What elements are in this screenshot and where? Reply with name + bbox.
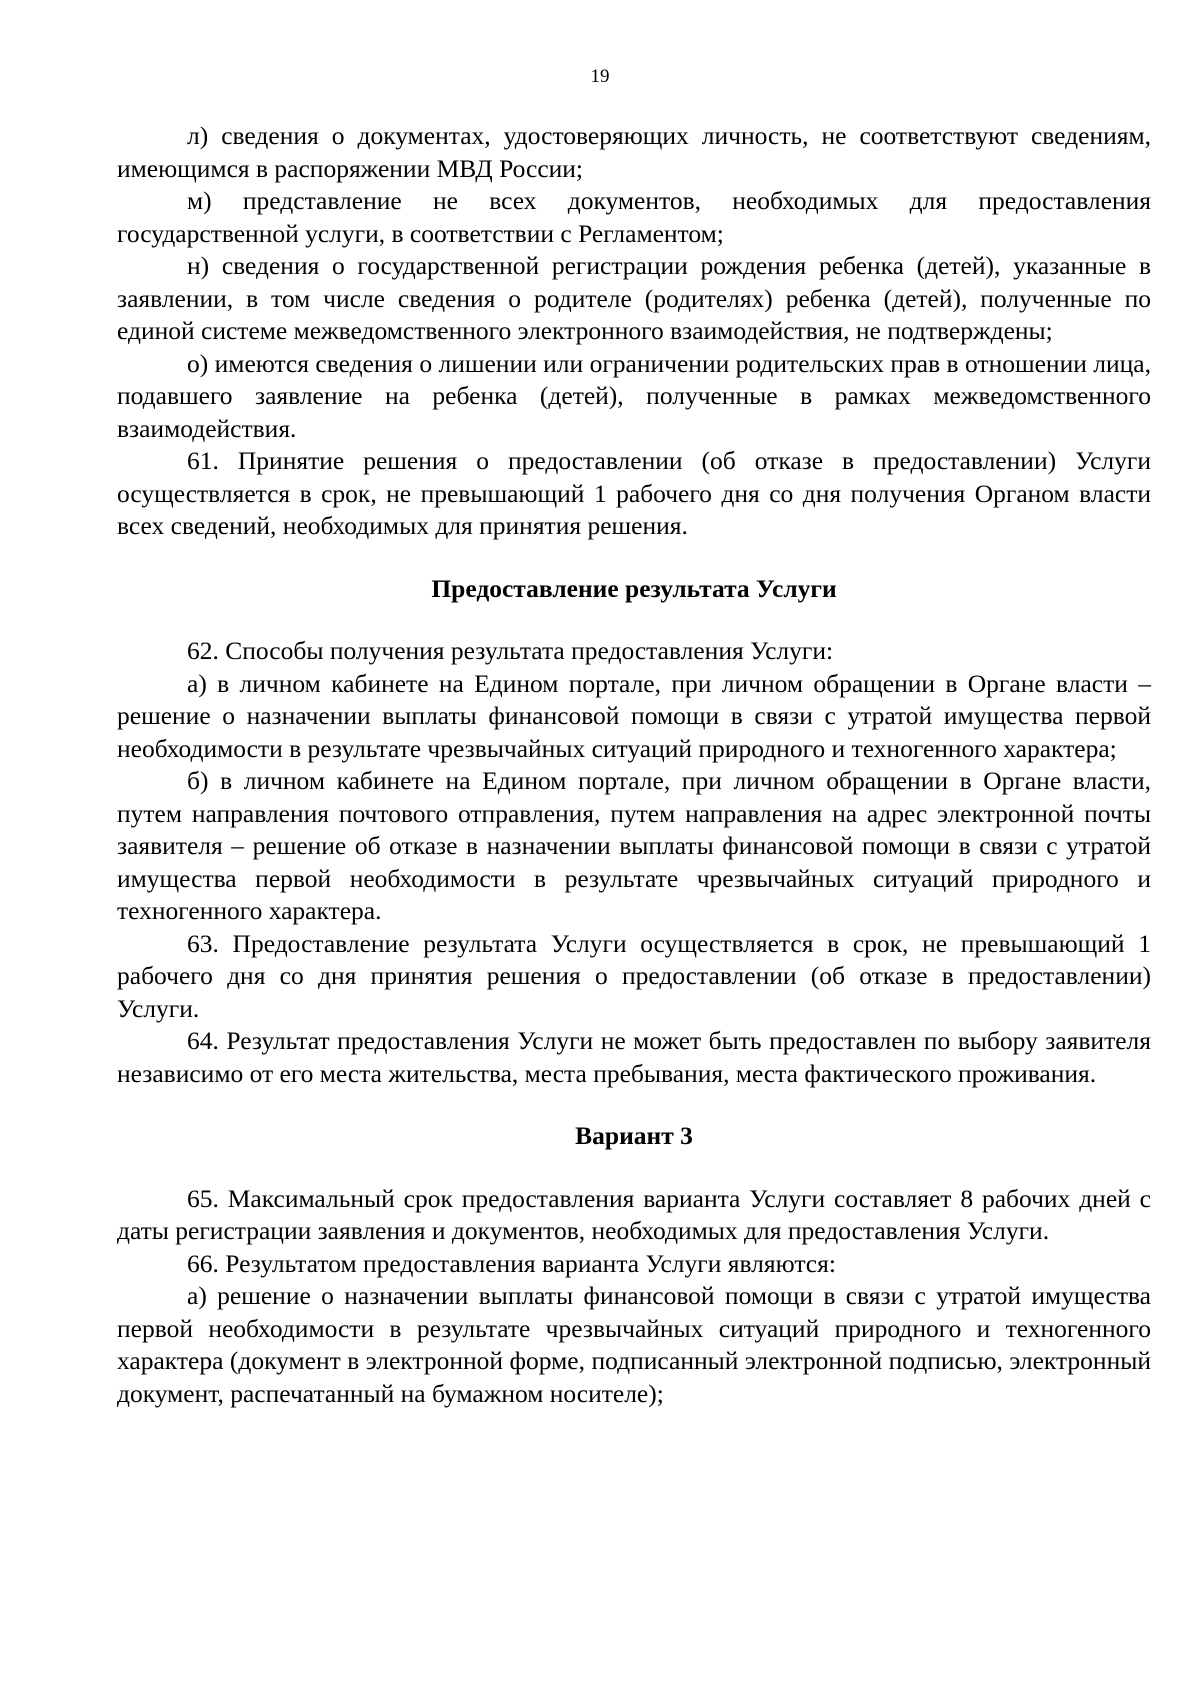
paragraph-66-a: а) решение о назначении выплаты финансовой помощи в связи с утратой имущества первой необходимости в результате чрезвычайных ситуаций природного и техногенного характера (документ в электронной форме, подписанный электронной подписью, электронный документ, распечатанный на бумажном носителе); (117, 1281, 1151, 1408)
section-heading-variant-3: Вариант 3 (575, 1121, 693, 1150)
paragraph-62: 62. Способы получения результата предоставления Услуги: (187, 636, 834, 665)
paragraph-63: 63. Предоставление результата Услуги осуществляется в срок, не превышающий 1 рабочего дня со дня принятия решения о предоставлении (об отказе в предоставлении) Услуги. (117, 928, 1151, 1023)
paragraph-l: л) сведения о документах, удостоверяющих личность, не соответствуют сведениям, имеющимся в распоряжении МВД России; (117, 121, 1151, 183)
paragraph-65: 65. Максимальный срок предоставления варианта Услуги составляет 8 рабочих дней с даты регистрации заявления и документов, необходимых для предоставления Услуги. (117, 1183, 1151, 1245)
paragraph-o: о) имеются сведения о лишении или ограничении родительских прав в отношении лица, подавшего заявление на ребенка (детей), полученные в рамках межведомственного взаимодействия. (117, 348, 1151, 443)
paragraph-62-b: б) в личном кабинете на Едином портале, при личном обращении в Органе власти, путем направления почтового отправления, путем направления на адрес электронной почты заявителя – решение об отказе в назначении выплаты финансовой помощи в связи с утратой имущества первой необходимости в результате чрезвычайных ситуаций природного и техногенного характера. (117, 766, 1151, 925)
paragraph-64: 64. Результат предоставления Услуги не может быть предоставлен по выбору заявителя независимо от его места жительства, места пребывания, места фактического проживания. (117, 1026, 1151, 1088)
paragraph-66: 66. Результатом предоставления варианта Услуги являются: (187, 1248, 836, 1278)
paragraph-n: н) сведения о государственной регистрации рождения ребенка (детей), указанные в заявлении, в том числе сведения о родителе (родителях) ребенка (детей), полученные по единой системе межведомственного электронного взаимодействия, не подтверждены; (117, 251, 1151, 345)
page-number: 19 (590, 66, 610, 87)
paragraph-62-a: а) в личном кабинете на Едином портале, при личном обращении в Органе власти – решение о назначении выплаты финансовой помощи в связи с утратой имущества первой необходимости в результате чрезвычайных ситуаций природного и техногенного характера; (117, 668, 1151, 763)
paragraph-61: 61. Принятие решения о предоставлении (об отказе в предоставлении) Услуги осуществляется в срок, не превышающий 1 рабочего дня со дня получения Органом власти всех сведений, необходимых для принятия решения. (117, 446, 1151, 540)
section-heading-result: Предоставление результата Услуги (431, 573, 837, 603)
paragraph-m: м) представление не всех документов, необходимых для предоставления государственной услуги, в соответствии с Регламентом; (117, 186, 1151, 248)
document-body (117, 120, 1151, 1410)
